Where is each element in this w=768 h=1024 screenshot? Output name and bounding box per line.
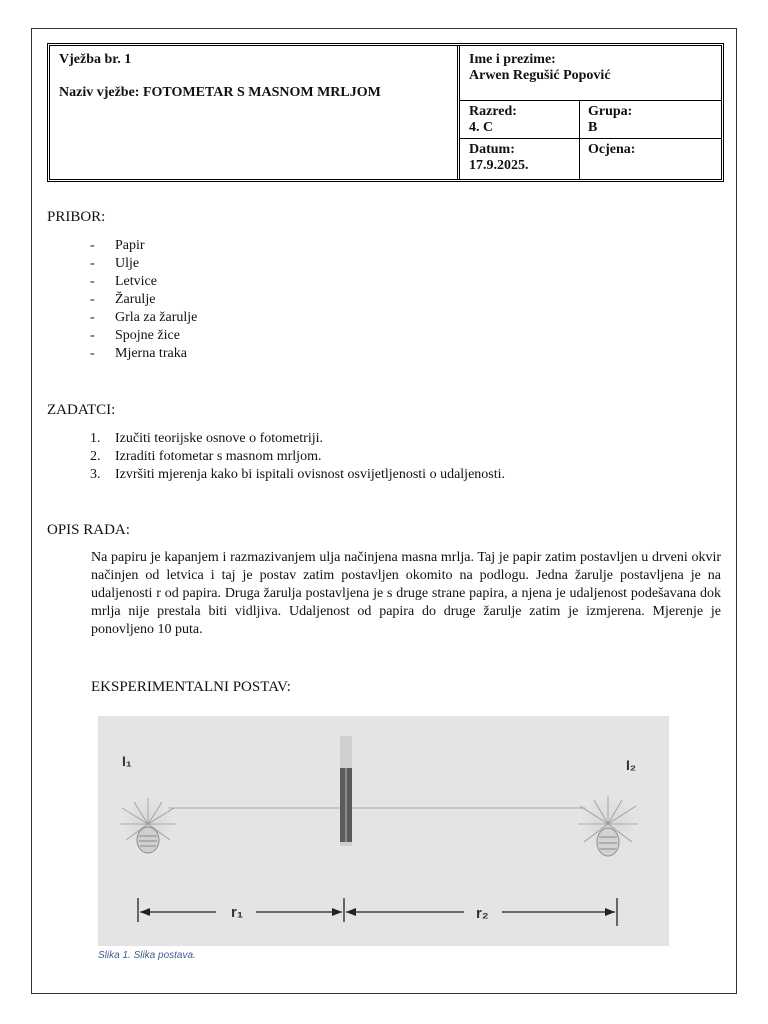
postav-title: EKSPERIMENTALNI POSTAV:: [91, 679, 291, 695]
setup-figure: [98, 716, 669, 946]
label-i1: I₁: [122, 753, 132, 769]
class-label: Razred:: [469, 104, 517, 119]
date-label: Datum:: [469, 142, 515, 157]
list-item: 2. Izraditi fotometar s masnom mrljom.: [90, 449, 322, 464]
student-info-grid: [460, 46, 721, 179]
exercise-info-cell: [50, 46, 460, 179]
figure-caption: Slika 1. Slika postava.: [98, 950, 196, 961]
zadatci-list: [90, 430, 505, 484]
list-item: 1. Izučiti teorijske osnove o fotometriji.: [90, 431, 324, 446]
name-label: Ime i prezime:: [469, 52, 556, 67]
group-value: B: [588, 120, 598, 135]
list-item: 3. Izvršiti mjerenja kako bi ispitali ovisnost osvijetljenosti o udaljenosti.: [90, 467, 506, 482]
grade-label: Ocjena:: [588, 142, 636, 157]
zadatci-title: ZADATCI:: [47, 402, 116, 418]
list-item: - Spojne žice: [90, 328, 180, 343]
setup-drawing: [98, 716, 669, 946]
exercise-name: Naziv vježbe: FOTOMETAR S MASNOM MRLJOM: [59, 85, 381, 100]
opis-title: OPIS RADA:: [47, 522, 130, 538]
name-value: Arwen Regušić Popović: [469, 68, 611, 83]
header-table: [47, 43, 724, 182]
label-r2: r₂: [476, 905, 489, 922]
photometer-screen: [340, 736, 352, 846]
list-item: - Papir: [90, 238, 145, 253]
date-value: 17.9.2025.: [469, 158, 529, 173]
list-item: - Žarulje: [90, 292, 156, 307]
divider: [579, 100, 580, 179]
list-item: - Grla za žarulje: [90, 310, 198, 325]
pribor-title: PRIBOR:: [47, 209, 106, 225]
bulb-left-icon: [120, 798, 176, 853]
opis-text: Na papiru je kapanjem i razmazivanjem ulja načinjena masna mrlja. Taj je papir zatim postavljen u drveni okvir načinjen od letvica i taj je postav zatim postavljen okomito na podlogu. Jedna žarulje postavljena je na udaljenosti r od papira. Druga žarulja postavljena je s druge strane papira, a njena je udaljenost podešavana dok mrlja nije prestala biti vidljiva. Udaljenost od papira do druge žarulje zatim je izmjerena. Mjerenje je ponovljeno 10 puta.: [91, 550, 721, 637]
bulb-right-icon: [578, 796, 638, 856]
pribor-list: [90, 237, 197, 363]
label-i2: I₂: [626, 757, 637, 773]
list-item: - Ulje: [90, 256, 140, 271]
group-label: Grupa:: [588, 104, 633, 119]
class-value: 4. C: [469, 120, 494, 135]
exercise-number: Vježba br. 1: [59, 52, 132, 67]
list-item: - Letvice: [90, 274, 157, 289]
label-r1: r₁: [231, 904, 244, 921]
list-item: - Mjerna traka: [90, 346, 187, 361]
